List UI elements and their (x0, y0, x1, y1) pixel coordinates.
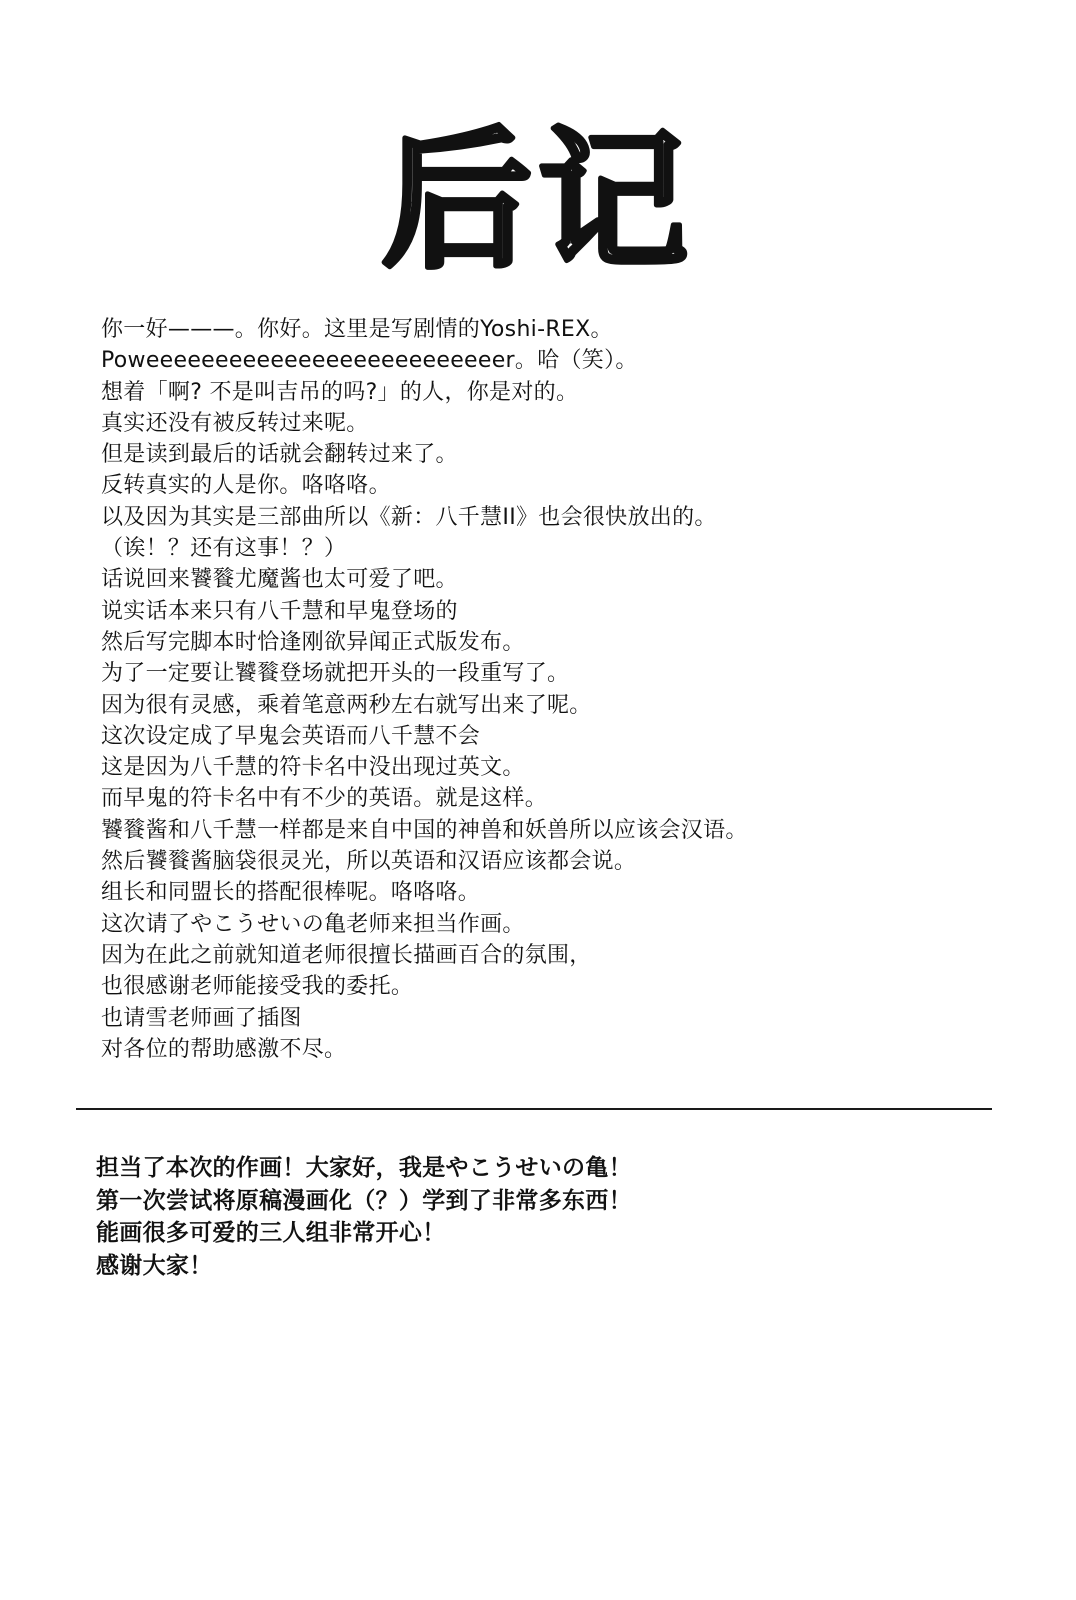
text-line: 话说回来饕餮尤魔酱也太可爱了吧。 (101, 567, 458, 593)
artist-afterword (96, 1152, 1016, 1282)
text-line: 为了一定要让饕餮登场就把开头的一段重写了。 (101, 661, 570, 687)
text-line: 饕餮酱和八千慧一样都是来自中国的神兽和妖兽所以应该会汉语。 (101, 817, 748, 843)
text-line: 感谢大家！ (96, 1252, 213, 1279)
text-line: 也很感谢老师能接受我的委托。 (101, 974, 414, 1000)
text-line: 因为很有灵感，乘着笔意两秒左右就写出来了呢。 (101, 692, 592, 718)
text-line: 这次请了やこうせいの亀老师来担当作画。 (101, 911, 525, 937)
text-line: 对各位的帮助感激不尽。 (101, 1036, 347, 1062)
text-line: 说实话本来只有八千慧和早鬼登场的 (101, 598, 458, 624)
author-afterword (101, 314, 1021, 1065)
text-line: 反转真实的人是你。咯咯咯。 (101, 473, 391, 499)
text-line: 这次设定成了早鬼会英语而八千慧不会 (101, 723, 481, 749)
text-line: 因为在此之前就知道老师很擅长描画百合的氛围， (101, 942, 592, 968)
text-line: 担当了本次的作画！大家好，我是やこうせいの亀！ (96, 1155, 632, 1181)
text-line: 这是因为八千慧的符卡名中没出现过英文。 (101, 755, 525, 781)
text-line: 但是读到最后的话就会翻转过来了。 (101, 442, 458, 468)
text-line: 想着「啊? 不是叫吉吊的吗?」的人，你是对的。 (101, 379, 579, 405)
text-line: 然后饕餮酱脑袋很灵光，所以英语和汉语应该都会说。 (101, 849, 637, 875)
title-text: 后记 (381, 115, 695, 285)
text-line: 你一好———。你好。这里是写剧情的Yoshi-REX。 (101, 317, 613, 342)
text-line: 能画很多可爱的三人组非常开心！ (96, 1220, 446, 1246)
text-line: 第一次尝试将原稿漫画化（？）学到了非常多东西！ (96, 1187, 632, 1214)
text-line: Poweeeeeeeeeeeeeeeeeeeeeeeeeer。哈（笑）。 (101, 348, 638, 374)
text-line: （诶！？还有这事！？） (101, 536, 347, 562)
text-line: 然后写完脚本时恰逢刚欲异闻正式版发布。 (101, 629, 525, 655)
text-line: 以及因为其实是三部曲所以《新：八千慧II》也会很快放出的。 (101, 504, 717, 530)
title-graphic (378, 115, 698, 285)
text-line: 而早鬼的符卡名中有不少的英语。就是这样。 (101, 786, 548, 812)
page-title (0, 115, 1076, 285)
section-divider (76, 1108, 992, 1110)
text-line: 也请雪老师画了插图 (101, 1005, 302, 1031)
text-line: 真实还没有被反转过来呢。 (101, 410, 369, 436)
text-line: 组长和同盟长的搭配很棒呢。咯咯咯。 (101, 880, 481, 906)
